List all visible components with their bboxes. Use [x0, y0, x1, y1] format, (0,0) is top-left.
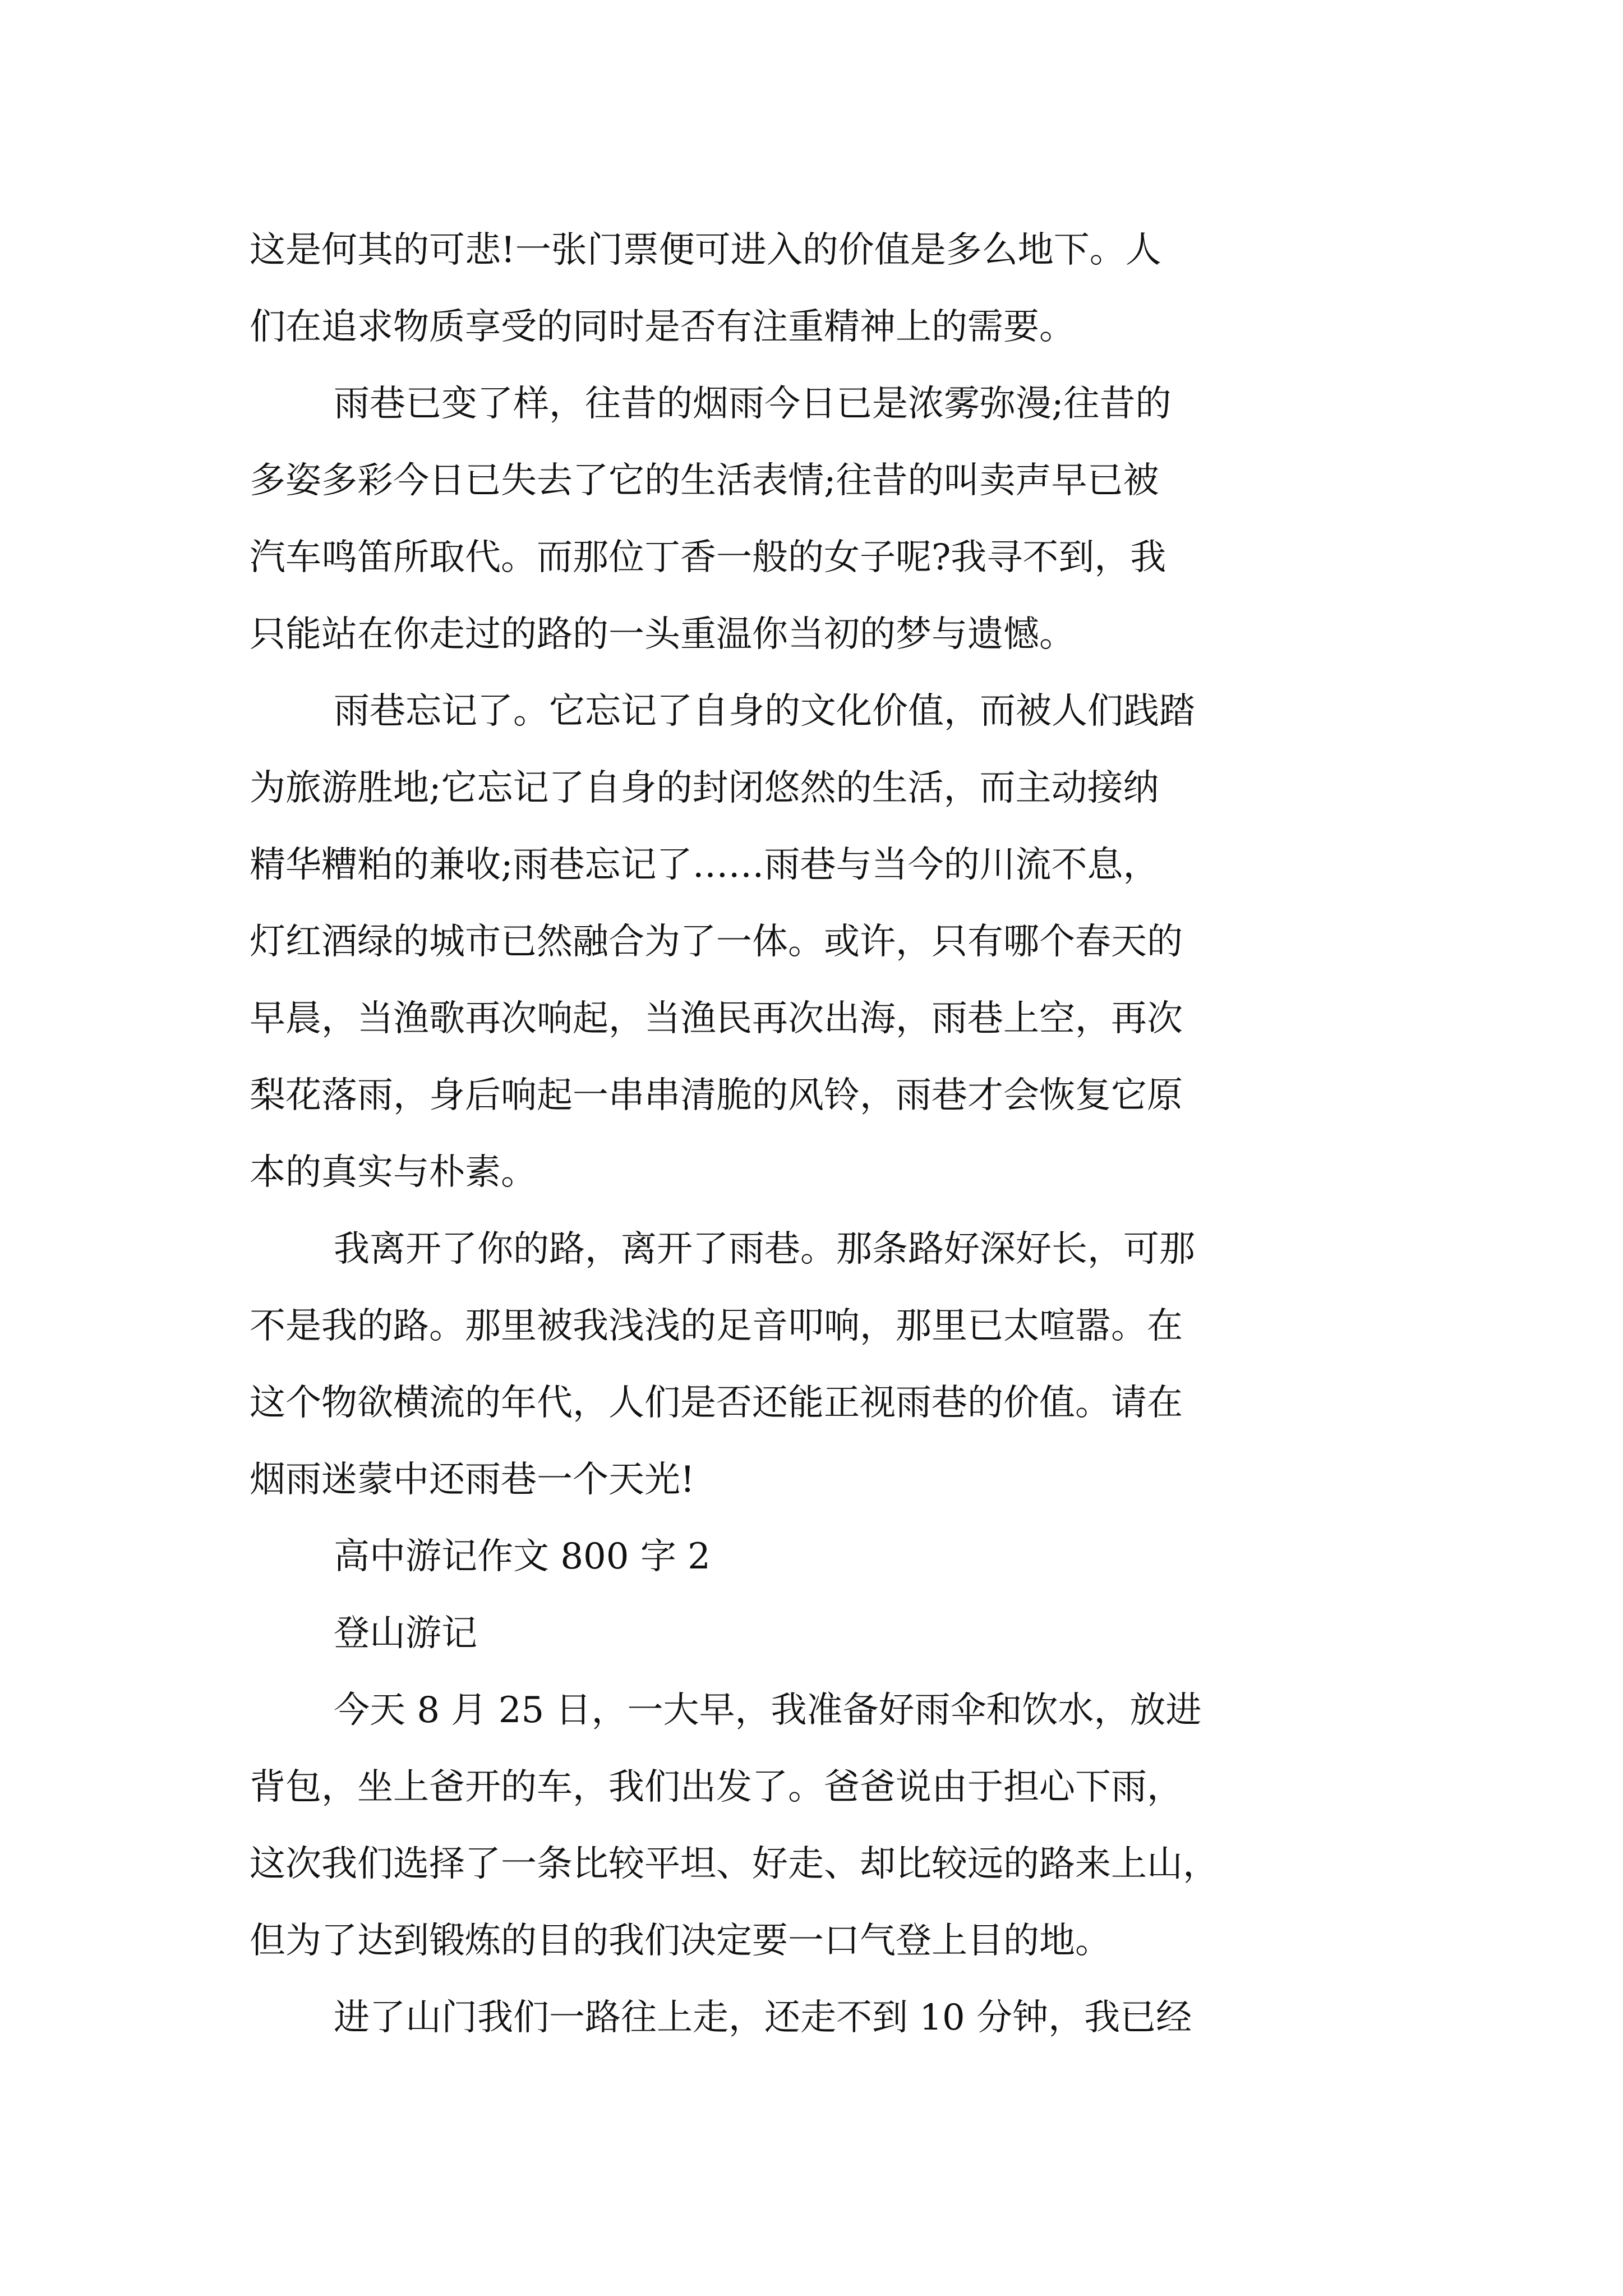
paragraph-4: [250, 1211, 1391, 1519]
text-line: 我离开了你的路，离开了雨巷。那条路好深好长，可那: [334, 1228, 1195, 1270]
text-line: 这是何其的可悲!一张门票便可进入的价值是多么地下。人: [250, 229, 1161, 271]
text-line: 背包，坐上爸开的车，我们出发了。爸爸说由于担心下雨，: [250, 1766, 1183, 1808]
paragraph-2: [250, 366, 1391, 673]
text-line: 们在追求物质享受的同时是否有注重精神上的需要。: [250, 306, 1075, 348]
text-line: 本的真实与朴素。: [250, 1152, 537, 1193]
text-line: 多姿多彩今日已失去了它的生活表情;往昔的叫卖声早已被: [250, 460, 1159, 501]
text-line: 不是我的路。那里被我浅浅的足音叩响，那里已太喧嚣。在: [250, 1305, 1183, 1347]
text-line: 进了山门我们一路往上走，还走不到 10 分钟，我已经: [334, 1997, 1192, 2039]
text-line: 梨花落雨，身后响起一串串清脆的风铃，雨巷才会恢复它原: [250, 1075, 1183, 1116]
section-heading: [250, 1519, 1391, 1595]
article-title: [250, 1595, 1391, 1672]
text-line: 雨巷已变了样，往昔的烟雨今日已是浓雾弥漫;往昔的: [334, 383, 1172, 425]
text-line: 今天 8 月 25 日，一大早，我准备好雨伞和饮水，放进: [334, 1690, 1202, 1731]
title-line: 登山游记: [334, 1613, 477, 1654]
paragraph-1: [250, 212, 1391, 366]
text-line: 灯红酒绿的城市已然融合为了一体。或许，只有哪个春天的: [250, 921, 1183, 963]
paragraph-6: [250, 1980, 1391, 2056]
text-line: 早晨，当渔歌再次响起，当渔民再次出海，雨巷上空，再次: [250, 998, 1183, 1039]
paragraph-3: [250, 673, 1391, 1211]
paragraph-5: [250, 1672, 1391, 1980]
text-line: 雨巷忘记了。它忘记了自身的文化价值，而被人们践踏: [334, 691, 1195, 732]
document-body: [250, 212, 1391, 2056]
text-line: 烟雨迷蒙中还雨巷一个天光!: [250, 1459, 695, 1501]
text-line: 这个物欲横流的年代，人们是否还能正视雨巷的价值。请在: [250, 1382, 1183, 1424]
text-line: 汽车鸣笛所取代。而那位丁香一般的女子呢?我寻不到，我: [250, 537, 1166, 578]
heading-line: 高中游记作文 800 字 2: [334, 1536, 711, 1577]
text-line: 精华糟粕的兼收;雨巷忘记了……雨巷与当今的川流不息，: [250, 844, 1159, 886]
text-line: 只能站在你走过的路的一头重温你当初的梦与遗憾。: [250, 614, 1075, 655]
text-line: 但为了达到锻炼的目的我们决定要一口气登上目的地。: [250, 1920, 1111, 1962]
text-line: 为旅游胜地;它忘记了自身的封闭悠然的生活，而主动接纳: [250, 767, 1159, 809]
text-line: 这次我们选择了一条比较平坦、好走、却比较远的路来上山，: [250, 1843, 1219, 1885]
